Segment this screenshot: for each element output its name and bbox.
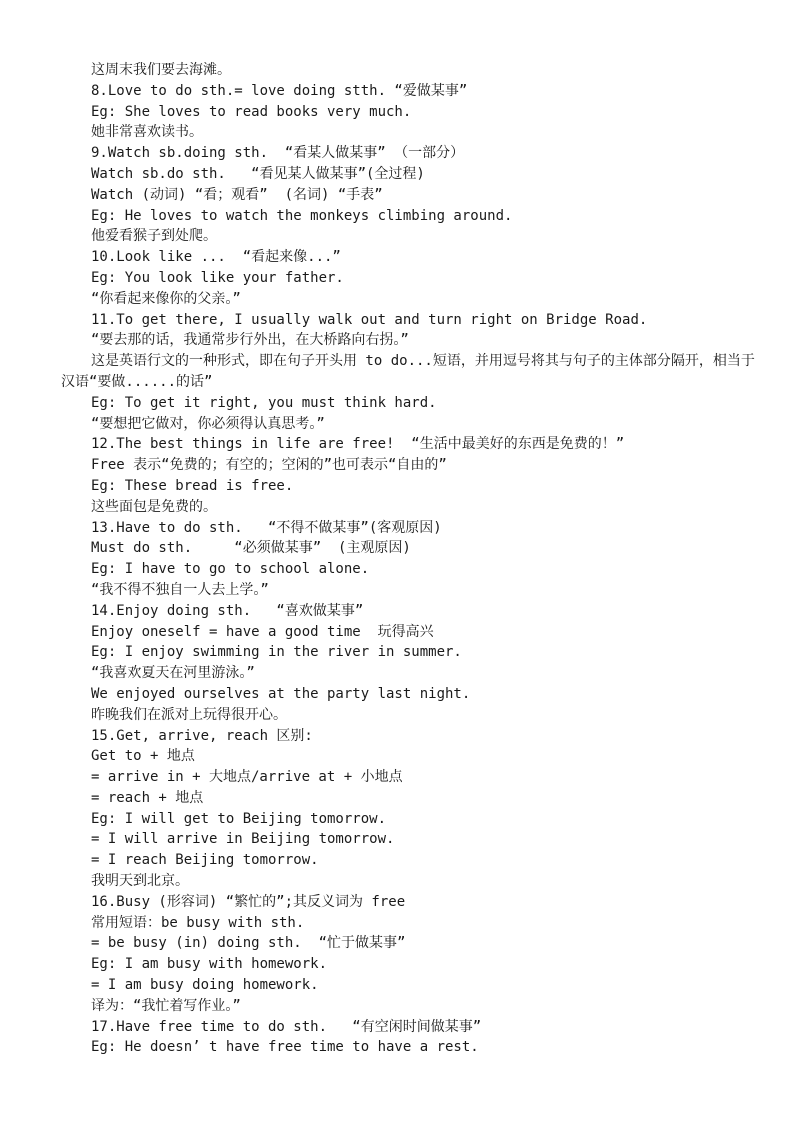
text-line: 12.The best things in life are free! “生活中最美好的东西是免费的！”: [91, 436, 625, 453]
document-body: [61, 60, 771, 1058]
text-line: 这周末我们要去海滩。: [91, 62, 231, 78]
text-line: 昨晚我们在派对上玩得很开心。: [91, 706, 287, 723]
text-line: Watch (动词) “看；观看” (名词) “手表”: [91, 186, 383, 203]
text-line: Eg: I have to go to school alone.: [91, 561, 370, 578]
text-line: 译为：“我忙着写作业。”: [91, 997, 241, 1014]
text-line: “你看起来像你的父亲。”: [91, 290, 241, 307]
text-line: = I will arrive in Beijing tomorrow.: [91, 831, 395, 848]
text-line: = I reach Beijing tomorrow.: [91, 852, 319, 869]
text-line: Watch sb.do sth. “看见某人做某事”(全过程): [91, 165, 425, 182]
text-line: 常用短语：be busy with sth.: [91, 914, 305, 931]
text-line: 这些面包是免费的。: [91, 498, 217, 515]
text-line: Eg: I enjoy swimming in the river in summer.: [91, 644, 462, 661]
text-line: “要去那的话，我通常步行外出，在大桥路向右拐。”: [91, 332, 409, 349]
text-line: 14.Enjoy doing sth. “喜欢做某事”: [91, 602, 364, 619]
text-line: 9.Watch sb.doing sth. “看某人做某事” （一部分）: [91, 145, 465, 162]
text-line: 17.Have free time to do sth. “有空闲时间做某事”: [91, 1018, 482, 1035]
text-line: Eg: I am busy with homework.: [91, 956, 328, 973]
text-line: 11.To get there, I usually walk out and turn right on Bridge Road.: [91, 311, 648, 328]
text-line: Eg: These bread is free.: [91, 477, 294, 494]
text-line: “我不得不独自一人去上学。”: [91, 581, 269, 598]
text-line: 她非常喜欢读书。: [91, 124, 203, 141]
text-line: Enjoy oneself = have a good time 玩得高兴: [91, 623, 434, 640]
text-line: Free 表示“免费的；有空的；空闲的”也可表示“自由的”: [91, 457, 447, 474]
text-line: We enjoyed ourselves at the party last night.: [91, 685, 471, 702]
text-line: = be busy (in) doing sth. “忙于做某事”: [91, 935, 406, 952]
text-line: 10.Look like ... “看起来像...”: [91, 249, 341, 266]
text-line: Eg: She loves to read books very much.: [91, 103, 412, 120]
text-line: “要想把它做对，你必须得认真思考。”: [91, 415, 325, 432]
text-line: 16.Busy (形容词) “繁忙的”;其反义词为 free: [91, 893, 406, 910]
text-line: 他爱看猴子到处爬。: [91, 228, 217, 245]
text-line: Eg: You look like your father.: [91, 269, 344, 286]
text-line: 15.Get, arrive, reach 区别:: [91, 727, 313, 744]
text-line: 我明天到北京。: [91, 873, 189, 890]
text-paragraph: 这是英语行文的一种形式，即在句子开头用 to do...短语，并用逗号将其与句子的主体部分隔开，相当于汉语“要做......的话”: [61, 353, 755, 390]
text-line: Must do sth. “必须做某事” (主观原因): [91, 540, 411, 557]
text-line: Eg: He doesn’ t have free time to have a rest.: [91, 1039, 479, 1056]
text-line: “我喜欢夏天在河里游泳。”: [91, 665, 255, 682]
text-line: = I am busy doing homework.: [91, 977, 319, 994]
text-line: Eg: He loves to watch the monkeys climbing around.: [91, 207, 513, 224]
text-line: Eg: I will get to Beijing tomorrow.: [91, 810, 387, 827]
text-line: Get to + 地点: [91, 748, 195, 765]
text-line: 13.Have to do sth. “不得不做某事”(客观原因): [91, 519, 442, 536]
text-line: = reach + 地点: [91, 789, 204, 806]
text-line: 8.Love to do sth.= love doing stth. “爱做某事”: [91, 82, 468, 99]
text-line: = arrive in + 大地点/arrive at + 小地点: [91, 769, 403, 786]
text-line: Eg: To get it right, you must think hard.: [91, 394, 437, 411]
